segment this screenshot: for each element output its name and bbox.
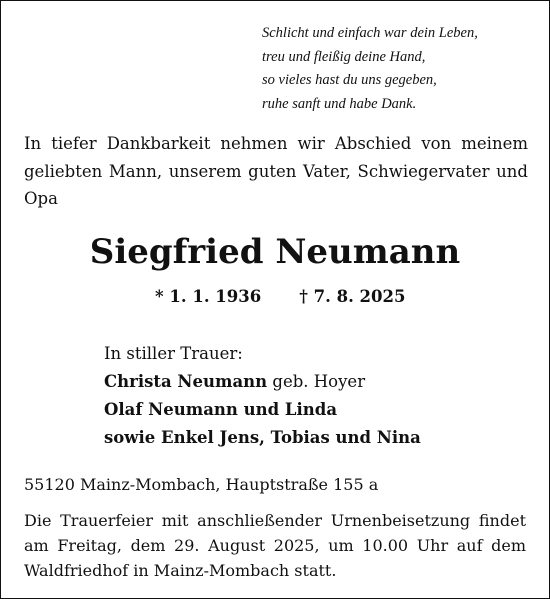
mourners-heading: In stiller Trauer: bbox=[104, 344, 243, 363]
intro-text: In tiefer Dankbarkeit nehmen wir Abschied von meinem geliebten Mann, unserem guten Vater, Schwiegervater und Opa bbox=[24, 134, 528, 208]
deceased-name: Siegfried Neumann bbox=[89, 232, 461, 272]
ceremony-line: Die Trauerfeier mit anschließender Urnenbeisetzung findet bbox=[24, 511, 526, 530]
ceremony-line: am Freitag, dem 29. August 2025, um 10.00 Uhr auf dem bbox=[24, 536, 526, 555]
poem-line: treu und fleißig deine Hand, bbox=[262, 48, 426, 65]
mourner-line bbox=[104, 368, 421, 396]
death-date: † 7. 8. 2025 bbox=[299, 287, 406, 306]
mourner-maiden-name: geb. Hoyer bbox=[267, 372, 366, 391]
ceremony-info bbox=[24, 508, 526, 583]
poem-line: Schlicht und einfach war dein Leben, bbox=[262, 25, 478, 41]
family-address: 55120 Mainz-Mombach, Hauptstraße 155 a bbox=[24, 475, 379, 494]
ceremony-line: Waldfriedhof in Mainz-Mombach statt. bbox=[24, 561, 337, 580]
mourner-name: Olaf Neumann und Linda bbox=[104, 400, 338, 419]
poem-line: ruhe sanft und habe Dank. bbox=[262, 95, 417, 112]
life-dates bbox=[155, 287, 406, 306]
mourner-name: Christa Neumann bbox=[104, 372, 268, 391]
poem-verse bbox=[262, 22, 542, 116]
poem-line: so vieles hast du uns gegeben, bbox=[262, 72, 437, 88]
mourner-line bbox=[104, 396, 421, 424]
mourner-line bbox=[104, 424, 421, 452]
mourners-block bbox=[104, 340, 421, 452]
mourner-name: sowie Enkel Jens, Tobias und Nina bbox=[104, 428, 421, 447]
birth-date: * 1. 1. 1936 bbox=[155, 287, 262, 306]
